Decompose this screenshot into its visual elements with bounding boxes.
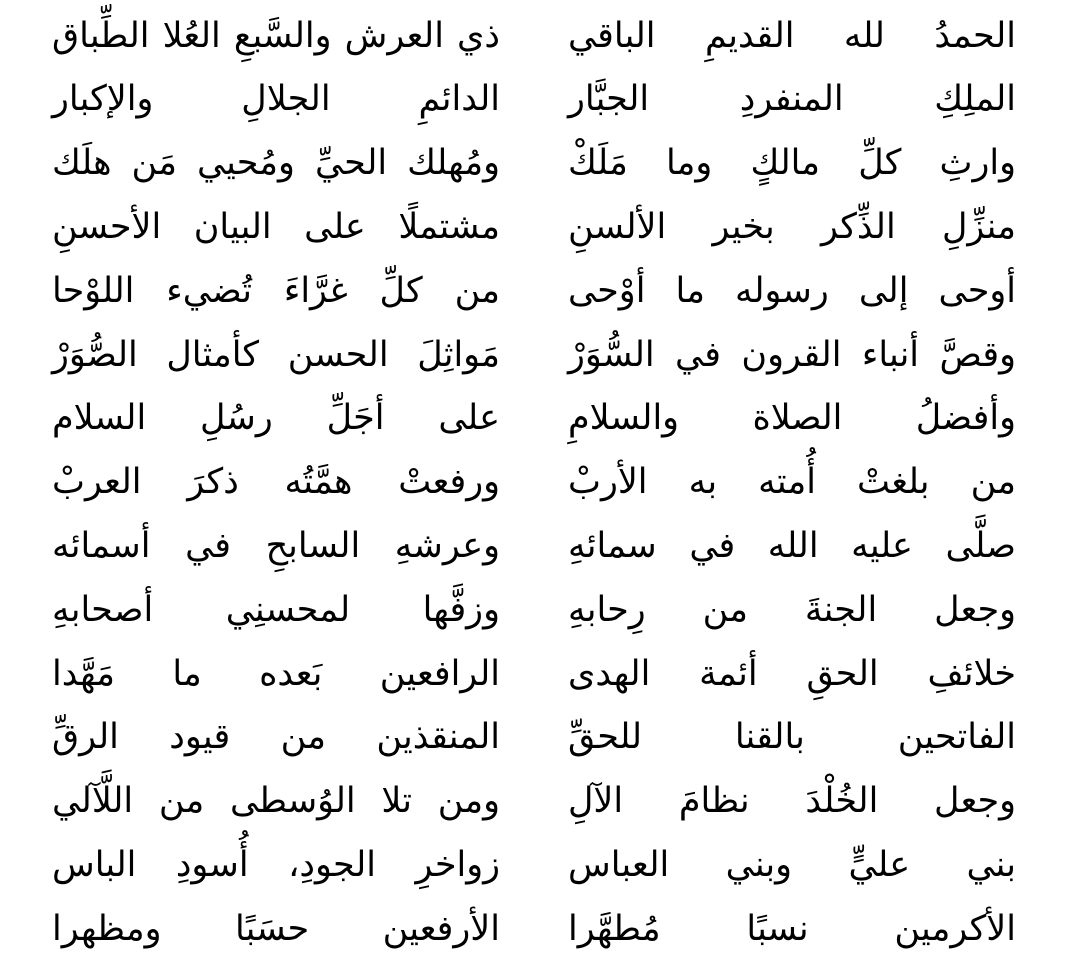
- second-hemistich: المنقذين من قيود الرقِّ: [52, 717, 500, 758]
- second-hemistich: ومُهلك الحيِّ ومُحيي مَن هلَك: [52, 143, 500, 184]
- first-hemistich: وقصَّ أنباء القرون في السُّوَرْ: [568, 334, 1016, 375]
- first-hemistich: وأفضلُ الصلاة والسلامِ: [568, 398, 1016, 439]
- first-hemistich: منزِّلِ الذِّكر بخير الألسنِ: [568, 207, 1016, 248]
- first-hemistich: الحمدُ لله القديمِ الباقي: [568, 15, 1016, 56]
- second-hemistich: مَواثِلَ الحسن كأمثال الصُّوَرْ: [52, 334, 500, 375]
- first-hemistich: وجعل الجنةَ من رِحابهِ: [568, 589, 1016, 630]
- verse-row: [0, 578, 1068, 642]
- first-hemistich: الأكرمين نسبًا مُطهَّرا: [568, 908, 1016, 949]
- verse-row: [0, 642, 1068, 706]
- verse-row: [0, 4, 1068, 68]
- second-hemistich: على أجَلِّ رسُلِ السلام: [52, 398, 500, 439]
- first-hemistich: صلَّى عليه الله في سمائهِ: [568, 526, 1016, 567]
- second-hemistich: ومن تلا الوُسطى من اللَّآلي: [52, 781, 500, 822]
- verse-row: [0, 770, 1068, 834]
- first-hemistich: بني عليٍّ وبني العباس: [568, 845, 1016, 885]
- first-hemistich: من بلغتْ أُمته به الأربْ: [568, 462, 1016, 503]
- verse-row: [0, 68, 1068, 132]
- second-hemistich: وعرشهِ السابحِ في أسمائه: [52, 526, 500, 567]
- verse-row: [0, 387, 1068, 451]
- verse-row: [0, 706, 1068, 770]
- second-hemistich: مشتملًا على البيان الأحسنِ: [52, 207, 500, 248]
- first-hemistich: وارثِ كلِّ مالكٍ وما مَلَكْ: [568, 143, 1016, 184]
- verse-row: [0, 132, 1068, 196]
- second-hemistich: ورفعتْ همَّتُه ذكرَ العربْ: [52, 462, 500, 503]
- second-hemistich: الرافعين بَعده ما مَهَّدا: [52, 653, 500, 694]
- verse-row: [0, 514, 1068, 578]
- verse-row: [0, 451, 1068, 515]
- verse-row: [0, 259, 1068, 323]
- verse-row: [0, 323, 1068, 387]
- first-hemistich: الملِكِ المنفردِ الجبَّار: [568, 79, 1016, 120]
- poem: [0, 4, 1068, 961]
- verse-row: [0, 897, 1068, 961]
- first-hemistich: وجعل الخُلْدَ نظامَ الآلِ: [568, 781, 1016, 822]
- first-hemistich: خلائفِ الحقِ أئمة الهدى: [568, 653, 1016, 694]
- first-hemistich: الفاتحين بالقنا للحقِّ: [568, 717, 1016, 758]
- second-hemistich: ذي العرش والسَّبعِ العُلا الطِّباق: [52, 15, 500, 56]
- first-hemistich: أوحى إلى رسوله ما أوْحى: [568, 270, 1016, 311]
- second-hemistich: وزفَّها لمحسنِي أصحابهِ: [52, 589, 500, 630]
- second-hemistich: الدائمِ الجلالِ والإكبار: [52, 79, 500, 120]
- verse-row: [0, 195, 1068, 259]
- second-hemistich: الأرفعين حسَبًا ومظهرا: [52, 908, 500, 949]
- second-hemistich: من كلِّ غرَّاءَ تُضيء اللوْحا: [52, 270, 500, 311]
- second-hemistich: زواخرِ الجودِ، أُسودِ الباس: [52, 845, 500, 885]
- verse-row: [0, 833, 1068, 897]
